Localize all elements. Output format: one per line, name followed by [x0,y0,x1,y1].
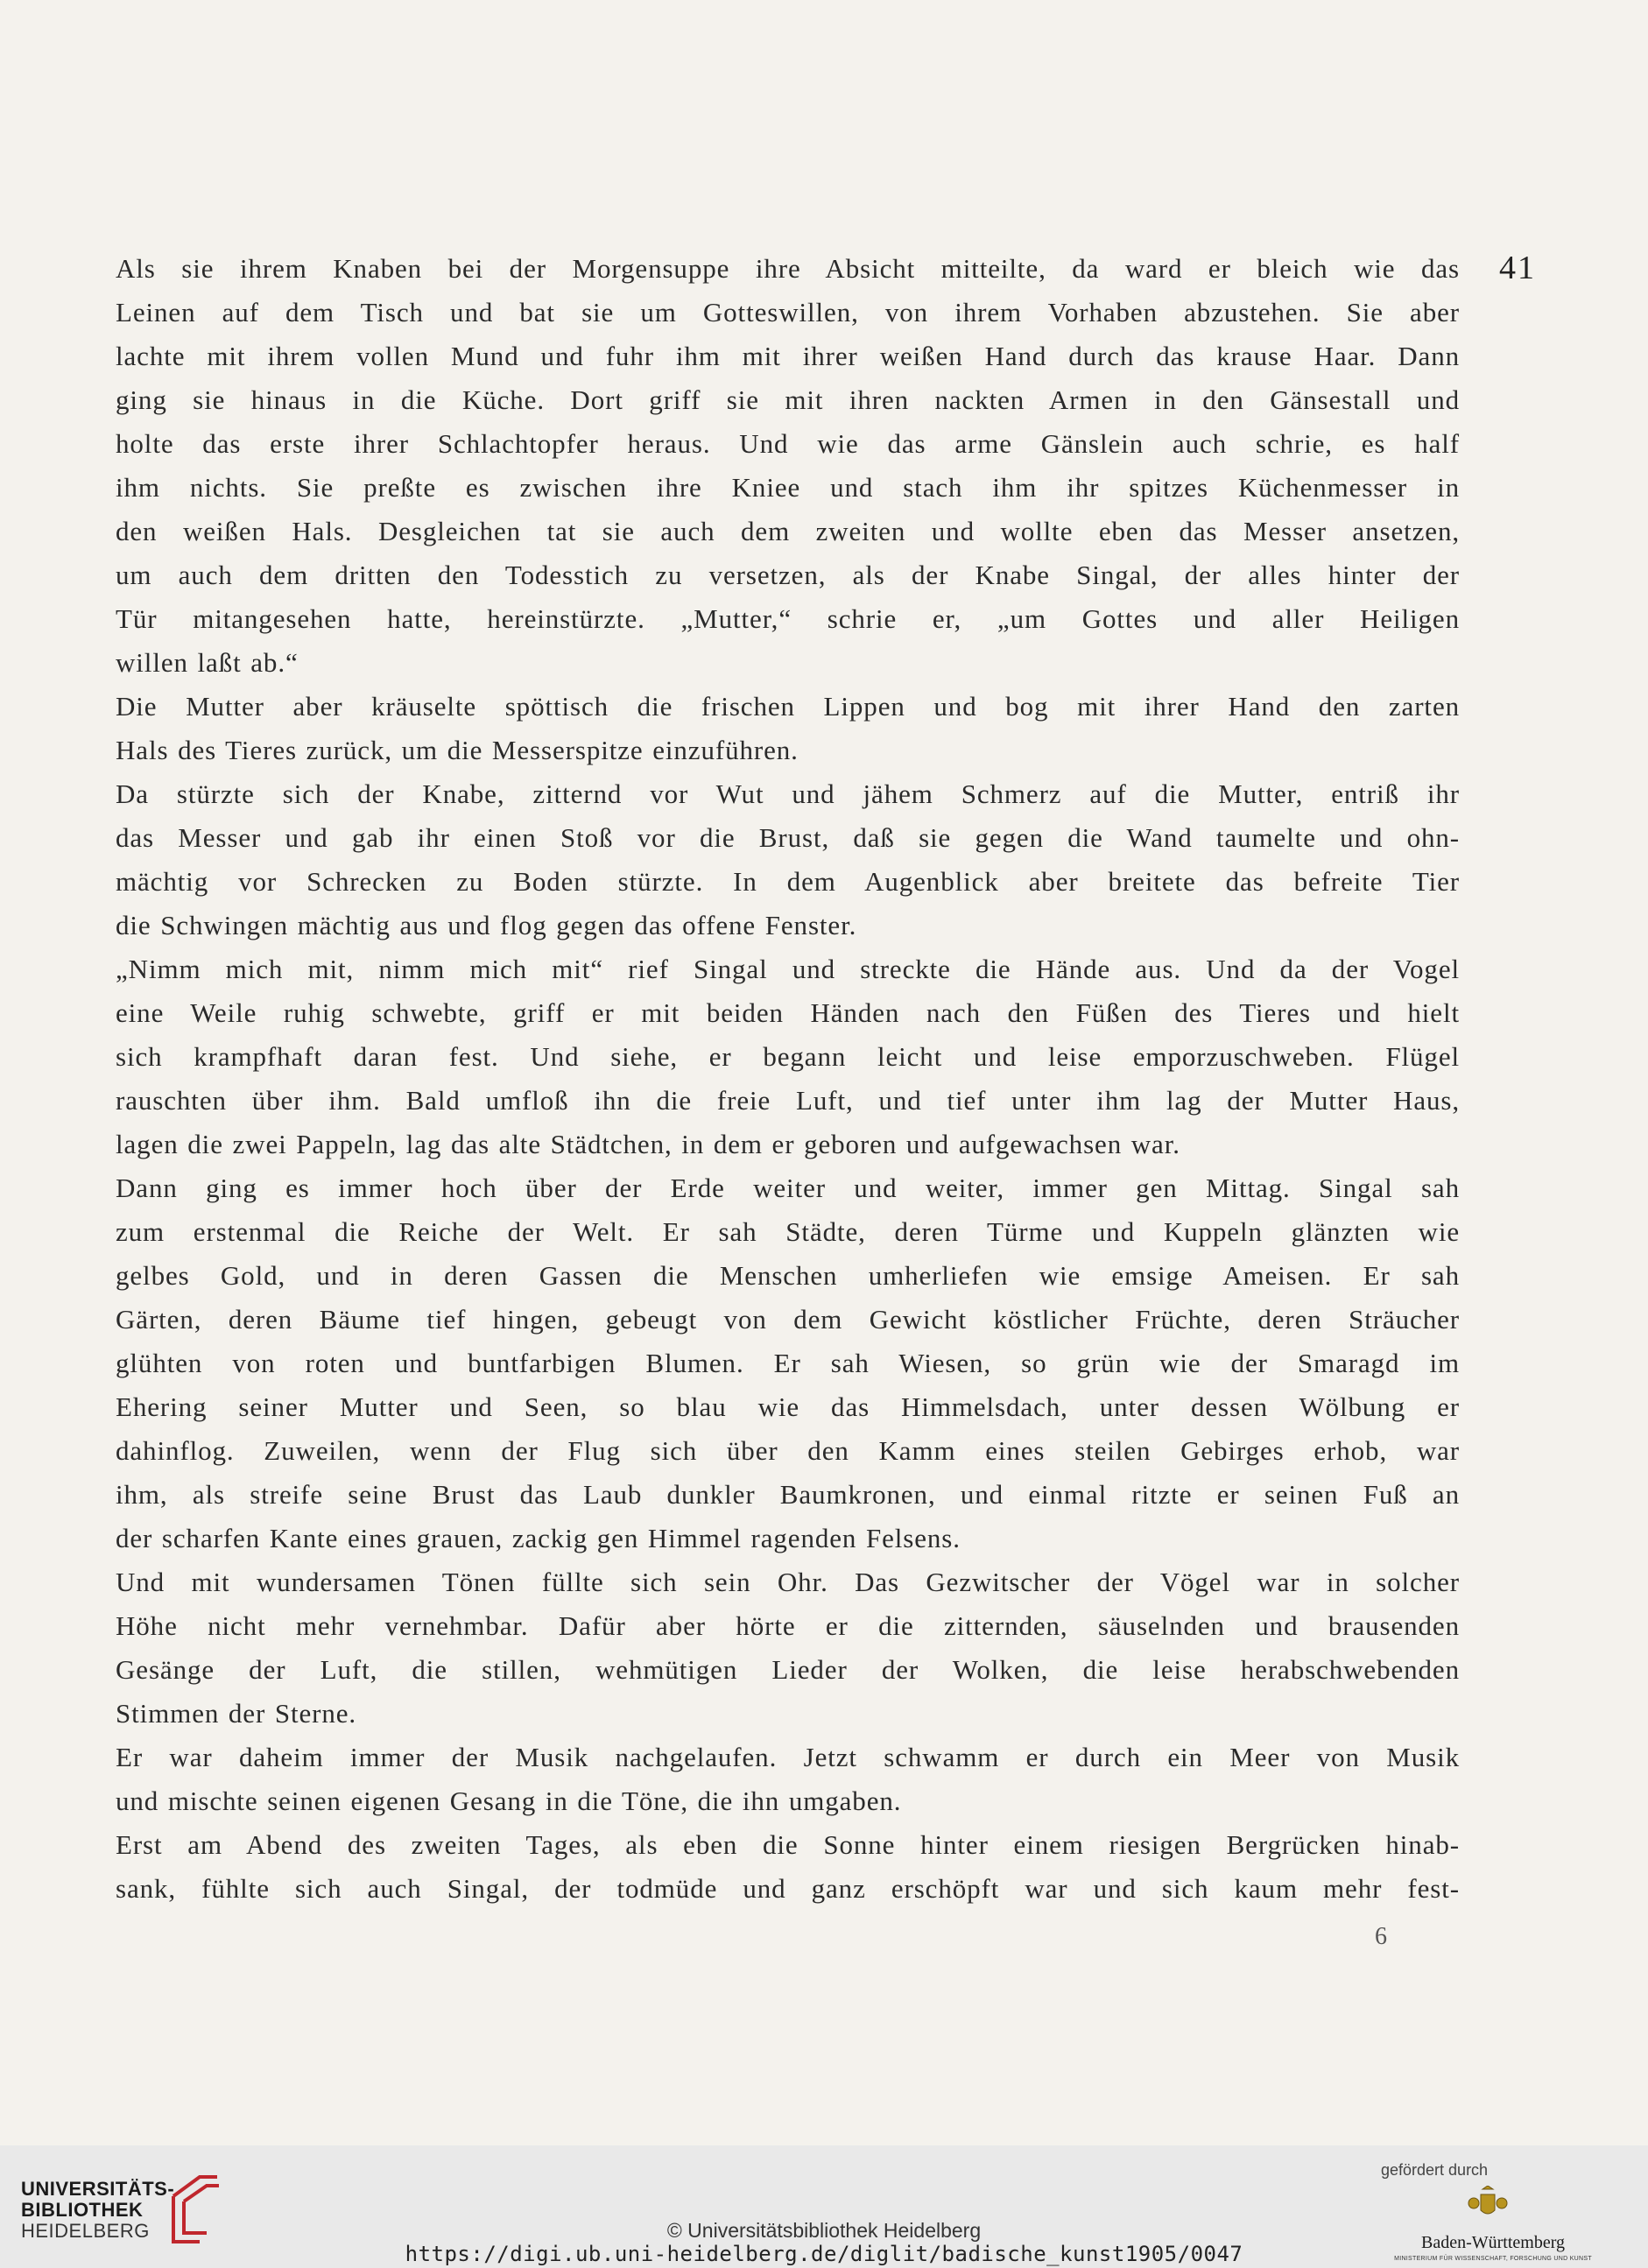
text-line: und mischte seinen eigenen Gesang in die Töne, die ihn umgaben. [116,1786,902,1816]
text-line: Leinen auf dem Tisch und bat sie um Gotteswillen, von ihrem Vorhaben abzustehen. Sie aber [116,297,1460,328]
text-line: Gärten, deren Bäume tief hingen, gebeugt von dem Gewicht köstlicher Früchte, deren Sträucher [116,1304,1460,1335]
text-line: Dann ging es immer hoch über der Erde weiter und weiter, immer gen Mittag. Singal sah [116,1173,1460,1203]
text-line: ihm, als streife seine Brust das Laub dunkler Baumkronen, und einmal ritzte er seinen Fuß an [116,1479,1460,1510]
sponsor-subtitle: MINISTERIUM FÜR WISSENSCHAFT, FORSCHUNG UND KUNST [1394,2256,1592,2262]
text-line: den weißen Hals. Desgleichen tat sie auch dem zweiten und wollte eben das Messer ansetzen, [116,516,1460,546]
funded-by-label: gefördert durch [1381,2161,1489,2179]
text-line: Tür mitangesehen hatte, hereinstürzte. „Mutter,“ schrie er, „um Gottes und aller Heiligen [116,603,1460,634]
text-line: der scharfen Kante eines grauen, zackig gen Himmel ragenden Felsens. [116,1523,961,1553]
text-line: Gesänge der Luft, die stillen, wehmütigen Lieder der Wolken, die leise herabschwebenden [116,1654,1460,1685]
text-line: gelbes Gold, und in deren Gassen die Menschen umherliefen wie emsige Ameisen. Er sah [116,1260,1460,1291]
library-name-line: BIBLIOTHEK [21,2199,144,2221]
library-name-line: UNIVERSITÄTS- [21,2178,175,2200]
text-line: zum erstenmal die Reiche der Welt. Er sah Städte, deren Türme und Kuppeln glänzten wie [116,1216,1460,1247]
text-line: Höhe nicht mehr vernehmbar. Dafür aber hörte er die zitternden, säuselnden und brausenden [116,1610,1460,1641]
text-line: Hals des Tieres zurück, um die Messerspitze einzuführen. [116,735,799,765]
text-line: um auch dem dritten den Todesstich zu versetzen, als der Knabe Singal, der alles hinter der [116,560,1460,590]
signature-mark: 6 [1375,1923,1387,1950]
text-line: Ehering seiner Mutter und Seen, so blau wie das Himmelsdach, unter dessen Wölbung er [116,1391,1460,1422]
text-line: „Nimm mich mit, nimm mich mit“ rief Singal und streckte die Hände aus. Und da der Vogel [116,954,1460,984]
footer-bar [0,2145,1648,2268]
body-text [116,247,1460,1911]
text-line: Er war daheim immer der Musik nachgelaufen. Jetzt schwamm er durch ein Meer von Musik [116,1742,1460,1772]
text-line: Da stürzte sich der Knabe, zitternd vor Wut und jähem Schmerz auf die Mutter, entriß ihr [116,778,1460,809]
text-line: Erst am Abend des zweiten Tages, als eben die Sonne hinter einem riesigen Bergrücken hinab- [116,1829,1460,1860]
library-name-line: HEIDELBERG [21,2220,150,2242]
text-line: lachte mit ihrem vollen Mund und fuhr ihm mit ihrer weißen Hand durch das krause Haar. Dann [116,341,1460,371]
copyright-notice: © Universitätsbibliothek Heidelberg [666,2219,982,2242]
text-line: holte das erste ihrer Schlachtopfer heraus. Und wie das arme Gänslein auch schrie, es half [116,428,1460,459]
text-line: Als sie ihrem Knaben bei der Morgensuppe ihre Absicht mitteilte, da ward er bleich wie das [116,253,1460,284]
permalink-url[interactable]: https://digi.ub.uni-heidelberg.de/diglit/badische_kunst1905/0047 [405,2242,1243,2266]
sponsor-name: Baden-Württemberg [1420,2233,1565,2252]
text-line: mächtig vor Schrecken zu Boden stürzte. In dem Augenblick aber breitete das befreite Tier [116,866,1460,897]
text-line: Die Mutter aber kräuselte spöttisch die frischen Lippen und bog mit ihrer Hand den zarten [116,691,1460,722]
text-line: ihm nichts. Sie preßte es zwischen ihre Kniee und stach ihm ihr spitzes Küchenmesser in [116,472,1460,503]
text-line: Und mit wundersamen Tönen füllte sich sein Ohr. Das Gezwitscher der Vögel war in solcher [116,1567,1460,1597]
text-line: sank, fühlte sich auch Singal, der todmüde und ganz erschöpft war und sich kaum mehr fest- [116,1873,1460,1904]
text-line: dahinflog. Zuweilen, wenn der Flug sich über den Kamm eines steilen Gebirges erhob, war [116,1435,1460,1466]
text-line: die Schwingen mächtig aus und flog gegen das offene Fenster. [116,910,857,940]
coat-of-arms-icon [1467,2186,1509,2222]
text-line: willen laßt ab.“ [116,647,299,678]
text-line: glühten von roten und buntfarbigen Blumen. Er sah Wiesen, so grün wie der Smaragd im [116,1348,1460,1378]
text-line: das Messer und gab ihr einen Stoß vor die Brust, daß sie gegen die Wand taumelte und ohn- [116,822,1460,853]
text-line: Stimmen der Sterne. [116,1698,357,1729]
text-line: eine Weile ruhig schwebte, griff er mit beiden Händen nach den Füßen des Tieres und hielt [116,997,1460,1028]
text-line: sich krampfhaft daran fest. Und siehe, er begann leicht und leise emporzuschweben. Flügel [116,1041,1460,1072]
text-line: lagen die zwei Pappeln, lag das alte Städtchen, in dem er geboren und aufgewachsen war. [116,1129,1180,1159]
text-line: ging sie hinaus in die Küche. Dort griff sie mit ihren nackten Armen in den Gänsestall und [116,384,1460,415]
page-number: 41 [1499,250,1536,286]
text-line: rauschten über ihm. Bald umfloß ihn die freie Luft, und tief unter ihm lag der Mutter Haus, [116,1085,1460,1116]
